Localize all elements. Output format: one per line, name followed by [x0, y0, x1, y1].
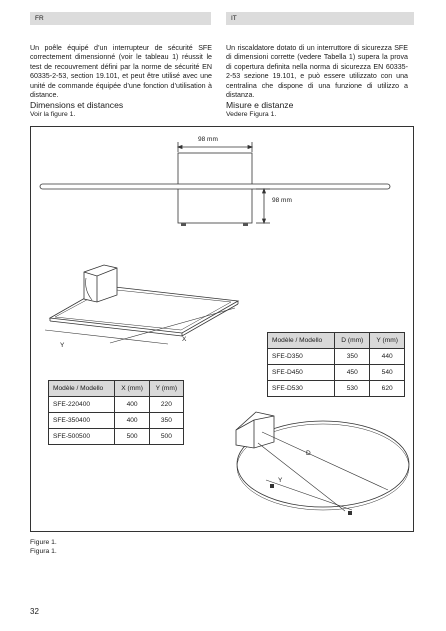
table-cell: 620	[370, 381, 405, 397]
section-subtitle-it: Vedere Figura 1.	[226, 111, 277, 118]
dim-label-side: 98 mm	[272, 197, 292, 204]
table-header-cell: Y (mm)	[149, 381, 183, 397]
table-cell: SFE-D450	[268, 365, 335, 381]
paragraph-it: Un riscaldatore dotato di un interruttore di sicurezza SFE di dimensioni corrette (vedere Tabella 1) supera la prova di copertura definita nella norma di sicurezza EN 60335-2-53 sezione 19.101, e può essere utilizzato con una centralina che dispone di una funzione di utilizzo a distanza.	[226, 44, 408, 100]
table-header-cell: Modèle / Modello	[268, 333, 335, 349]
table-cell: 450	[335, 365, 370, 381]
rect-cover-drawing	[45, 265, 238, 344]
table-header-cell: Y (mm)	[370, 333, 405, 349]
table-cell: SFE-D350	[268, 349, 335, 365]
dim-label-top: 98 mm	[198, 136, 218, 143]
figure-caption-it: Figura 1.	[30, 548, 57, 555]
table-cell: 440	[370, 349, 405, 365]
table-round-models	[267, 332, 405, 397]
dim-label-x: X	[182, 336, 187, 343]
table-cell: 540	[370, 365, 405, 381]
table-header-cell: D (mm)	[335, 333, 370, 349]
table-cell: 220	[149, 397, 183, 413]
table-row	[49, 429, 184, 445]
table-cell: SFE-350400	[49, 413, 115, 429]
language-label-fr: FR	[35, 15, 44, 22]
table-row	[49, 397, 184, 413]
table-cell: 500	[115, 429, 149, 445]
table-cell: 500	[149, 429, 183, 445]
table-cell: 350	[149, 413, 183, 429]
table-row	[268, 365, 405, 381]
figure-caption-fr: Figure 1.	[30, 539, 57, 546]
table-header-row	[268, 333, 405, 349]
table-row	[268, 381, 405, 397]
language-label-it: IT	[231, 15, 237, 22]
table-cell: 400	[115, 397, 149, 413]
table-cell: 350	[335, 349, 370, 365]
dim-label-d: D	[306, 450, 311, 457]
table-header-cell: X (mm)	[115, 381, 149, 397]
section-subtitle-fr: Voir la figure 1.	[30, 111, 76, 118]
table-cell: SFE-500500	[49, 429, 115, 445]
table-rect-models	[48, 380, 184, 445]
round-cover-drawing	[236, 412, 409, 515]
table-cell: 400	[115, 413, 149, 429]
table-row	[268, 349, 405, 365]
table-cell: SFE-220400	[49, 397, 115, 413]
dim-label-y-round: Y	[278, 477, 283, 484]
table-cell: SFE-D530	[268, 381, 335, 397]
page-number: 32	[30, 607, 39, 616]
section-title-fr: Dimensions et distances	[30, 100, 124, 110]
dim-label-y: Y	[60, 342, 65, 349]
table-row	[49, 413, 184, 429]
section-title-it: Misure e distanze	[226, 100, 294, 110]
table-header-row	[49, 381, 184, 397]
table-cell: 530	[335, 381, 370, 397]
table-header-cell: Modèle / Modello	[49, 381, 115, 397]
paragraph-fr: Un poêle équipé d’un interrupteur de sécurité SFE correctement dimensionné (voir le tableau 1) réussit le test de recouvrement défini par la norme de sécurité EN 60335-2-53, section 19.101, et peut être utilisé avec une unité de commande équipée d’une fonction d’utilisation à distance.	[30, 44, 212, 100]
heater-front-view	[40, 142, 390, 226]
